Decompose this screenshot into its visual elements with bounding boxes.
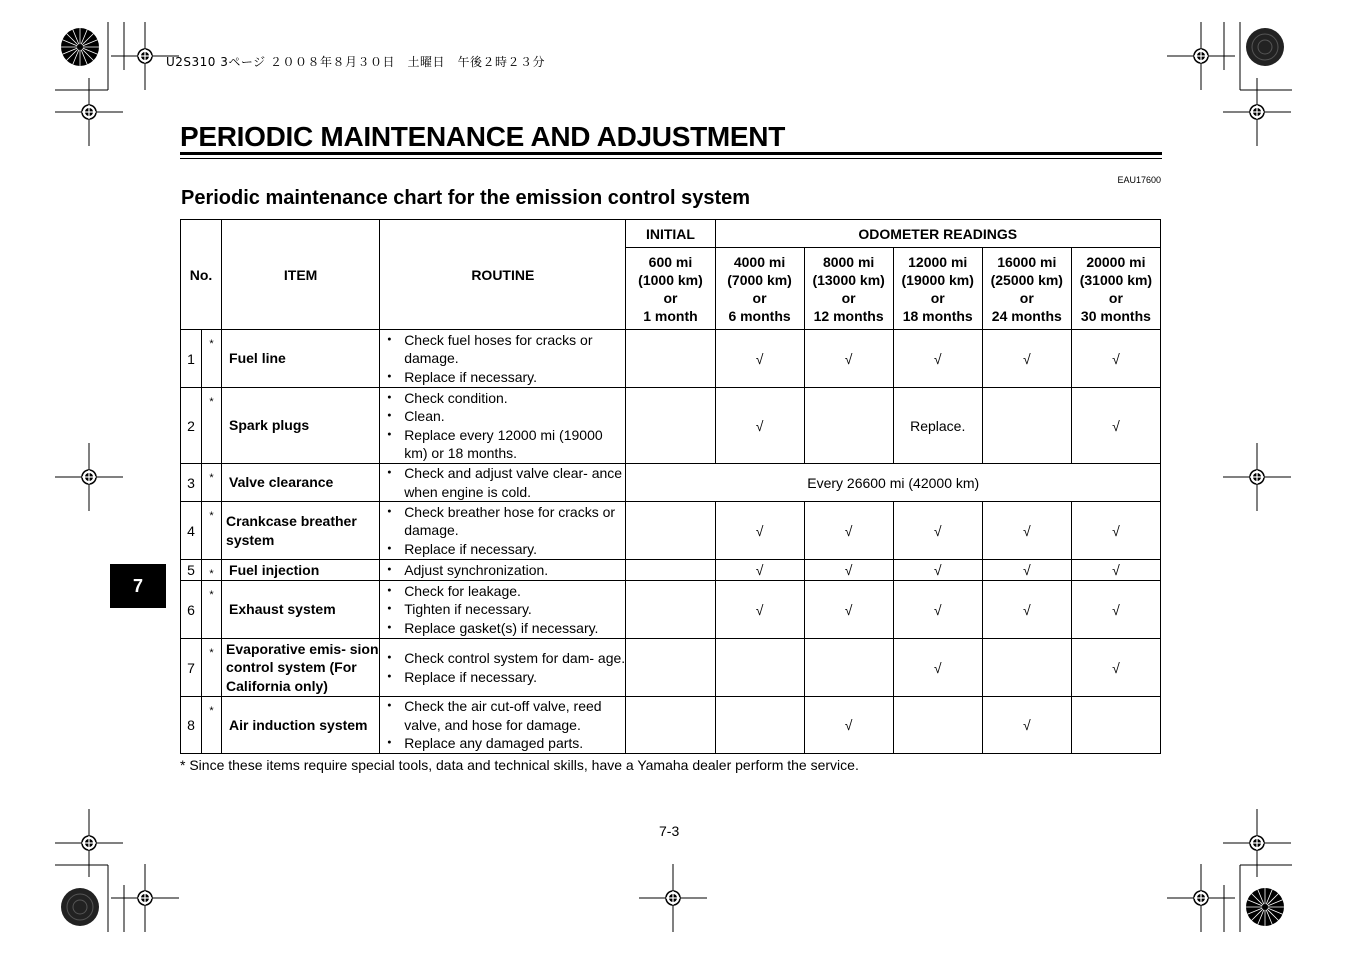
interval-header (1071, 248, 1160, 330)
page-number: 7-3 (659, 823, 680, 839)
row-number: 5 (181, 560, 202, 581)
interval-cell: √ (804, 697, 893, 754)
interval-cell: √ (1071, 581, 1160, 639)
header-item: ITEM (222, 220, 380, 330)
routine-step: ● Check condition. (404, 389, 625, 408)
table-row (181, 502, 1161, 560)
interval-line: 600 mi (648, 253, 693, 270)
routine-cell (380, 560, 626, 581)
routine-step: ● Check fuel hoses for cracks or damage. (404, 331, 625, 368)
interval-line: (13000 km) (812, 271, 885, 288)
item-name: Valve clearance (222, 464, 380, 502)
interval-line: 1 month (643, 307, 698, 324)
dealer-mark: * (202, 388, 222, 464)
table-row (181, 639, 1161, 697)
item-name: Crankcase breather system (222, 502, 380, 560)
interval-cell: √ (715, 560, 804, 581)
interval-cell: √ (893, 560, 982, 581)
interval-line: 6 months (728, 307, 791, 324)
routine-step: ● Replace gasket(s) if necessary. (404, 619, 625, 638)
routine-cell (380, 502, 626, 560)
row-number: 4 (181, 502, 202, 560)
interval-line: (31000 km) (1079, 271, 1153, 288)
routine-step: ● Check breather hose for cracks or damage. (404, 503, 625, 540)
interval-cell (626, 330, 715, 388)
interval-cell (893, 697, 982, 754)
routine-step: ● Check the air cut-off valve, reed valve, and hose for damage. (404, 697, 625, 734)
interval-cell: √ (982, 502, 1071, 560)
title-rule-thin (180, 158, 1162, 159)
routine-cell (380, 388, 626, 464)
interval-line: 12000 mi (908, 253, 968, 270)
interval-cell (804, 388, 893, 464)
table-row (181, 581, 1161, 639)
routine-step: ● Check and adjust valve clear- ance when engine is cold. (404, 464, 625, 501)
table-row (181, 697, 1161, 754)
interval-line: or (1019, 289, 1034, 306)
table-row (181, 388, 1161, 464)
maintenance-chart (180, 219, 1161, 754)
header-initial: INITIAL (626, 220, 715, 248)
routine-step: ● Replace if necessary. (404, 540, 625, 559)
interval-cell (626, 388, 715, 464)
routine-cell (380, 330, 626, 388)
interval-line: 18 months (902, 307, 973, 324)
dealer-mark: * (202, 464, 222, 502)
section-code: EAU17600 (1117, 175, 1161, 185)
routine-step: ● Replace if necessary. (404, 368, 625, 387)
interval-line: (7000 km) (727, 271, 792, 288)
interval-cell: √ (715, 330, 804, 388)
interval-cell (715, 639, 804, 697)
routine-step: ● Check for leakage. (404, 582, 625, 601)
interval-cell: √ (982, 697, 1071, 754)
interval-cell: √ (982, 581, 1071, 639)
dealer-mark: * (202, 502, 222, 560)
interval-cell (626, 560, 715, 581)
interval-line: (25000 km) (990, 271, 1063, 288)
routine-cell (380, 639, 626, 697)
routine-step: ● Tighten if necessary. (404, 600, 625, 619)
item-name: Evaporative emis- sion control system (For California only) (222, 639, 380, 697)
header-odometer: ODOMETER READINGS (715, 220, 1160, 248)
routine-step: ● Check control system for dam- age. (404, 649, 625, 668)
interval-cell: √ (715, 502, 804, 560)
item-name: Fuel injection (222, 560, 380, 581)
interval-cell: √ (982, 330, 1071, 388)
dealer-mark: * (202, 560, 222, 581)
routine-cell (380, 697, 626, 754)
interval-cell (626, 502, 715, 560)
interval-header (982, 248, 1071, 330)
routine-step: ● Replace every 12000 mi (19000 km) or 18 months. (404, 426, 625, 463)
interval-cell: Replace. (893, 388, 982, 464)
dealer-mark: * (202, 697, 222, 754)
interval-line: (1000 km) (638, 271, 703, 288)
routine-step: ● Replace if necessary. (404, 668, 625, 687)
item-name: Fuel line (222, 330, 380, 388)
chapter-tab: 7 (110, 564, 166, 608)
interval-header (893, 248, 982, 330)
interval-cell: √ (1071, 388, 1160, 464)
title-rule-thick (180, 152, 1162, 155)
interval-header (626, 248, 715, 330)
interval-cell: √ (804, 502, 893, 560)
item-name: Exhaust system (222, 581, 380, 639)
header-routine: ROUTINE (380, 220, 626, 330)
interval-cell: √ (893, 639, 982, 697)
row-number: 1 (181, 330, 202, 388)
interval-cell: √ (893, 502, 982, 560)
interval-cell: √ (1071, 639, 1160, 697)
interval-cell: √ (893, 330, 982, 388)
item-name: Air induction system (222, 697, 380, 754)
interval-cell (626, 697, 715, 754)
interval-cell: √ (804, 581, 893, 639)
dealer-mark: * (202, 581, 222, 639)
interval-cell (715, 697, 804, 754)
header-no: No. (181, 220, 222, 330)
dealer-mark: * (202, 639, 222, 697)
interval-line: or (841, 289, 856, 306)
row-number: 8 (181, 697, 202, 754)
routine-cell (380, 581, 626, 639)
interval-cell (804, 639, 893, 697)
interval-cell: √ (1071, 560, 1160, 581)
item-name: Spark plugs (222, 388, 380, 464)
interval-line: 16000 mi (997, 253, 1057, 270)
row-number: 7 (181, 639, 202, 697)
chart-body (181, 330, 1161, 754)
interval-cell: √ (1071, 330, 1160, 388)
interval-cell: √ (804, 560, 893, 581)
table-row (181, 560, 1161, 581)
dealer-mark: * (202, 330, 222, 388)
routine-step: ● Replace any damaged parts. (404, 734, 625, 753)
row-number: 3 (181, 464, 202, 502)
interval-cell (982, 639, 1071, 697)
interval-line: or (930, 289, 945, 306)
section-subtitle: Periodic maintenance chart for the emission control system (181, 187, 751, 209)
print-header-stamp: U2S310 3ページ ２００８年８月３０日 土曜日 午後２時２３分 (166, 55, 545, 69)
routine-step: ● Clean. (404, 407, 625, 426)
interval-cell (626, 581, 715, 639)
page-title: PERIODIC MAINTENANCE AND ADJUSTMENT (180, 121, 785, 152)
interval-line: or (1108, 289, 1123, 306)
interval-line: 8000 mi (822, 253, 875, 270)
interval-span-cell: Every 26600 mi (42000 km) (626, 464, 1161, 502)
interval-line: 30 months (1080, 307, 1151, 324)
row-number: 2 (181, 388, 202, 464)
table-row (181, 330, 1161, 388)
interval-cell: √ (804, 330, 893, 388)
interval-line: or (663, 289, 678, 306)
interval-line: (19000 km) (901, 271, 974, 288)
interval-cell: √ (982, 560, 1071, 581)
interval-cell (982, 388, 1071, 464)
row-number: 6 (181, 581, 202, 639)
interval-line: 12 months (813, 307, 884, 324)
interval-line: 20000 mi (1086, 253, 1146, 270)
routine-cell (380, 464, 626, 502)
interval-line: or (752, 289, 767, 306)
interval-cell (1071, 697, 1160, 754)
table-row (181, 464, 1161, 502)
routine-step: ● Adjust synchronization. (404, 561, 625, 580)
interval-header (715, 248, 804, 330)
interval-header (804, 248, 893, 330)
interval-line: 4000 mi (733, 253, 786, 270)
interval-cell (626, 639, 715, 697)
footnote: * Since these items require special tools, data and technical skills, have a Yamaha dealer perform the service. (180, 757, 859, 773)
interval-line: 24 months (991, 307, 1062, 324)
interval-cell: √ (1071, 502, 1160, 560)
interval-cell: √ (893, 581, 982, 639)
interval-cell: √ (715, 388, 804, 464)
interval-cell: √ (715, 581, 804, 639)
